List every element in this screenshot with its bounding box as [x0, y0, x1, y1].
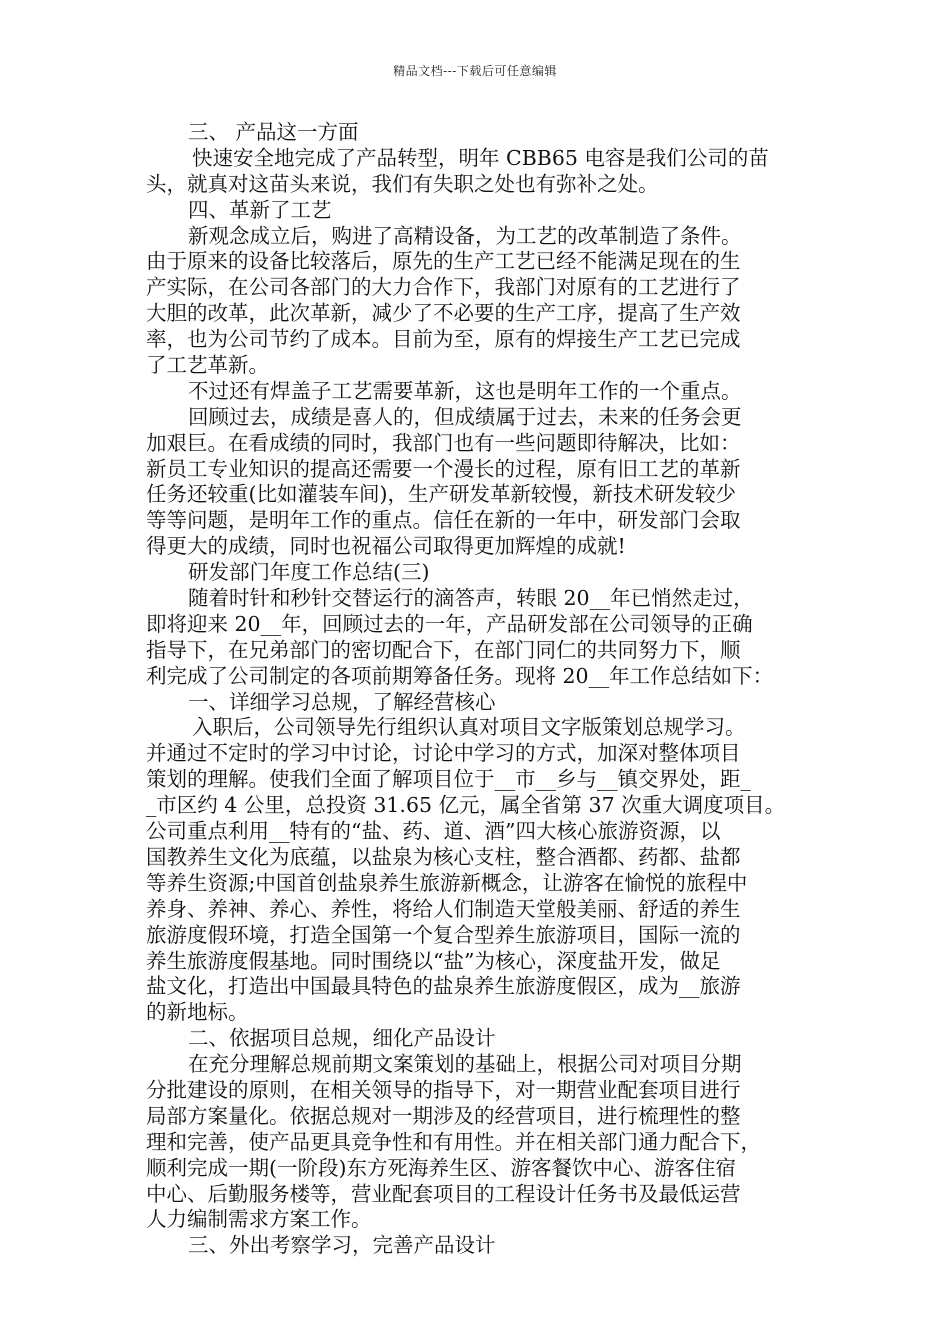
text-line: 等等问题，是明年工作的重点。信任在新的一年中，研发部门会取 [146, 508, 741, 533]
text-line: _市区约 4 公里，总投资 31.65 亿元，属全省第 37 次重大调度项目。 [146, 793, 786, 818]
text-line: 并通过不定时的学习中讨论，讨论中学习的方式，加深对整体项目 [146, 741, 741, 766]
text-line: 快速安全地完成了产品转型，明年 CBB65 电容是我们公司的苗 [192, 145, 769, 170]
text-line: 产实际，在公司各部门的大力合作下，我部门对原有的工艺进行了 [146, 275, 741, 300]
text-line: 理和完善，使产品更具竞争性和有用性。并在相关部门通力配合下， [146, 1129, 761, 1154]
text-line: 养生旅游度假基地。同时围绕以“盐”为核心，深度盐开发，做足 [146, 948, 721, 973]
text-line: 一、详细学习总规，了解经营核心 [188, 689, 496, 714]
text-line: 利完成了公司制定的各项前期筹备任务。现将 20__年工作总结如下： [146, 663, 774, 688]
text-line: 三、 产品这一方面 [188, 120, 359, 144]
text-line: 国教养生文化为底蕴，以盐泉为核心支柱，整合酒都、药都、盐都 [146, 844, 741, 869]
text-line: 入职后，公司领导先行组织认真对项目文字版策划总规学习。 [192, 715, 746, 740]
text-line: 研发部门年度工作总结(三) [188, 560, 430, 585]
text-line: 三、外出考察学习，完善产品设计 [188, 1233, 496, 1258]
text-line: 新员工专业知识的提高还需要一个漫长的过程，原有旧工艺的革新 [146, 456, 741, 481]
text-line: 局部方案量化。依据总规对一期涉及的经营项目，进行梳理性的整 [146, 1103, 741, 1128]
text-line: 了工艺革新。 [146, 353, 269, 378]
text-line: 随着时针和秒针交替运行的滴答声，转眼 20__年已悄然走过， [188, 586, 754, 611]
text-line: 新观念成立后，购进了高精设备，为工艺的改革制造了条件。 [188, 223, 742, 248]
text-line: 盐文化，打造出中国最具特色的盐泉养生旅游度假区，成为__旅游 [146, 974, 741, 999]
text-line: 公司重点利用__特有的“盐、药、道、酒”四大核心旅游资源，以 [146, 819, 721, 844]
text-line: 顺利完成一期(一阶段)东方死海养生区、游客餐饮中心、游客住宿 [146, 1155, 736, 1180]
text-line: 得更大的成绩，同时也祝福公司取得更加辉煌的成就! [146, 534, 626, 559]
text-line: 的新地标。 [146, 1000, 249, 1025]
text-line: 指导下，在兄弟部门的密切配合下，在部门同仁的共同努力下，顺 [146, 637, 741, 662]
text-line: 人力编制需求方案工作。 [146, 1207, 372, 1232]
text-line: 不过还有焊盖子工艺需要革新，这也是明年工作的一个重点。 [188, 378, 742, 403]
text-line: 由于原来的设备比较落后，原先的生产工艺已经不能满足现在的生 [146, 249, 741, 274]
text-line: 率，也为公司节约了成本。目前为至，原有的焊接生产工艺已完成 [146, 327, 741, 352]
text-line: 等养生资源;中国首创盐泉养生旅游新概念，让游客在愉悦的旅程中 [146, 870, 748, 895]
text-line: 四、革新了工艺 [188, 197, 332, 222]
text-line: 回顾过去，成绩是喜人的，但成绩属于过去，未来的任务会更 [188, 404, 742, 429]
text-line: 即将迎来 20__年，回顾过去的一年，产品研发部在公司领导的正确 [146, 611, 753, 636]
text-line: 加艰巨。在看成绩的同时，我部门也有一些问题即待解决，比如： [146, 430, 741, 455]
text-line: 头，就真对这苗头来说，我们有失职之处也有弥补之处。 [146, 171, 659, 196]
text-line: 任务还较重(比如灌装车间)，生产研发革新较慢，新技术研发较少 [146, 482, 736, 507]
text-line: 中心、后勤服务楼等，营业配套项目的工程设计任务书及最低运营 [146, 1181, 741, 1206]
text-line: 在充分理解总规前期文案策划的基础上，根据公司对项目分期 [188, 1052, 742, 1077]
text-line: 分批建设的原则，在相关领导的指导下，对一期营业配套项目进行 [146, 1077, 741, 1102]
text-line: 旅游度假环境，打造全国第一个复合型养生旅游项目，国际一流的 [146, 922, 741, 947]
text-line: 策划的理解。使我们全面了解项目位于__市__乡与__镇交界处，距_ [146, 767, 751, 792]
text-line: 养身、养神、养心、养性，将给人们制造天堂般美丽、舒适的养生 [146, 896, 741, 921]
page-header: 精品文档---下载后可任意编辑 [393, 64, 557, 78]
text-line: 大胆的改革，此次革新，减少了不必要的生产工序，提高了生产效 [146, 301, 741, 326]
text-line: 二、依据项目总规，细化产品设计 [188, 1026, 496, 1051]
document-body [146, 120, 816, 1259]
